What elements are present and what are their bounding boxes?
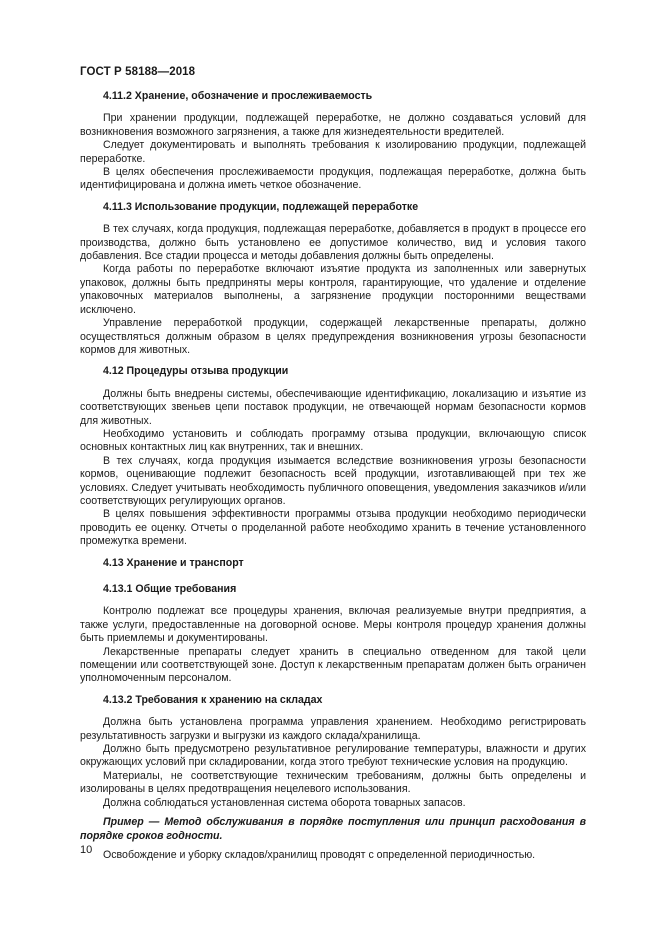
paragraph: В целях обеспечения прослеживаемости продукция, подлежащая переработке, должна быть идентифицирована и должна иметь четкое обозначение. [80,166,586,192]
example-note: Пример — Метод обслуживания в порядке поступления или принцип расходования в порядке сроков годности. [80,816,586,842]
section-heading-4-13-1: 4.13.1 Общие требования [103,583,237,595]
paragraph: Должны быть внедрены системы, обеспечивающие идентификацию, локализацию и изъятие из соответствующих звеньев цепи поставок продукции, не отвечающей нормам безопасности кормов для животных. [80,387,586,427]
paragraph: Необходимо установить и соблюдать программу отзыва продукции, включающую список основных контактных лиц как внутренних, так и внешних. [80,427,586,454]
paragraph: Когда работы по переработке включают изъятие продукта из заполненных или завернутых упаковок, должны быть предприняты меры контроля, гарантирующие, что удаление и отделение упаковочных материалов выполнены, а загрязнение продукции посторонними веществами исключено. [80,263,586,316]
section-heading-4-11-2: 4.11.2 Хранение, обозначение и прослеживаемость [103,90,373,102]
paragraph: Материалы, не соответствующие техническим требованиям, должны быть определены и изолированы в целях предотвращения нецелевого использования. [80,769,586,796]
paragraph: В целях повышения эффективности программы отзыва продукции необходимо периодически проводить ее оценку. Отчеты о проделанной работе необходимо хранить в течение установленного промежутка времени. [80,508,586,548]
section-heading-4-12: 4.12 Процедуры отзыва продукции [103,365,289,378]
paragraph: Лекарственные препараты следует хранить в специально отведенном для такой цели помещении или соответствующей зоне. Доступ к лекарственным препаратам должен быть ограничен уполномоченным персоналом. [80,645,586,685]
paragraph: Должна быть установлена программа управления хранением. Необходимо регистрировать результативность загрузки и выгрузки из каждого склада/хранилища. [80,716,586,742]
section-heading-4-11-3: 4.11.3 Использование продукции, подлежащей переработке [103,200,419,213]
paragraph: В тех случаях, когда продукция изымается вследствие возникновения угрозы безопасности кормов, оценивающие подлежит безопасность всей продукции, изготавливающей при тех же условиях. Следует учитывать необходимость публичного оповещения, уведомления заказчиков и/или соответствующих регулирующих органов. [80,454,586,507]
paragraph: Должна соблюдаться установленная система оборота товарных запасов. [103,796,466,809]
paragraph: При хранении продукции, подлежащей переработке, не должно создаваться условий для возникновения возможного загрязнения, а также для жизнедеятельности вредителей. [80,112,586,138]
paragraph: Контролю подлежат все процедуры хранения, включая реализуемые внутри предприятия, а также услуги, предоставленные на договорной основе. Меры контроля процедур хранения должны быть приемлемы и документированы. [80,605,586,645]
section-heading-4-13-2: 4.13.2 Требования к хранению на складах [103,693,323,706]
document-body [80,90,586,862]
paragraph: Должно быть предусмотрено результативное регулирование температуры, влажности и других окружающих условий при складировании, когда этого требуют технические условия на продукцию. [80,743,586,769]
closing-paragraph: Освобождение и уборку складов/хранилищ проводят с определенной периодичностью. [103,848,536,861]
paragraph: Следует документировать и выполнять требования к изолированию продукции, подлежащей переработке. [80,139,586,165]
section-heading-4-13: 4.13 Хранение и транспорт [103,556,244,569]
page-number: 10 [80,844,93,856]
paragraph: В тех случаях, когда продукция, подлежащая переработке, добавляется в продукт в процессе его производства, должно быть установлено ее допустимое количество, вид и условия такого добавления. Все стадии процесса и методы добавления должны быть определены. [80,223,586,263]
document-id: ГОСТ Р 58188—2018 [80,66,196,78]
paragraph: Управление переработкой продукции, содержащей лекарственные препараты, должно осуществляться должным образом в целях предупреждения возникновения угрозы безопасности кормов для животных. [80,317,586,356]
